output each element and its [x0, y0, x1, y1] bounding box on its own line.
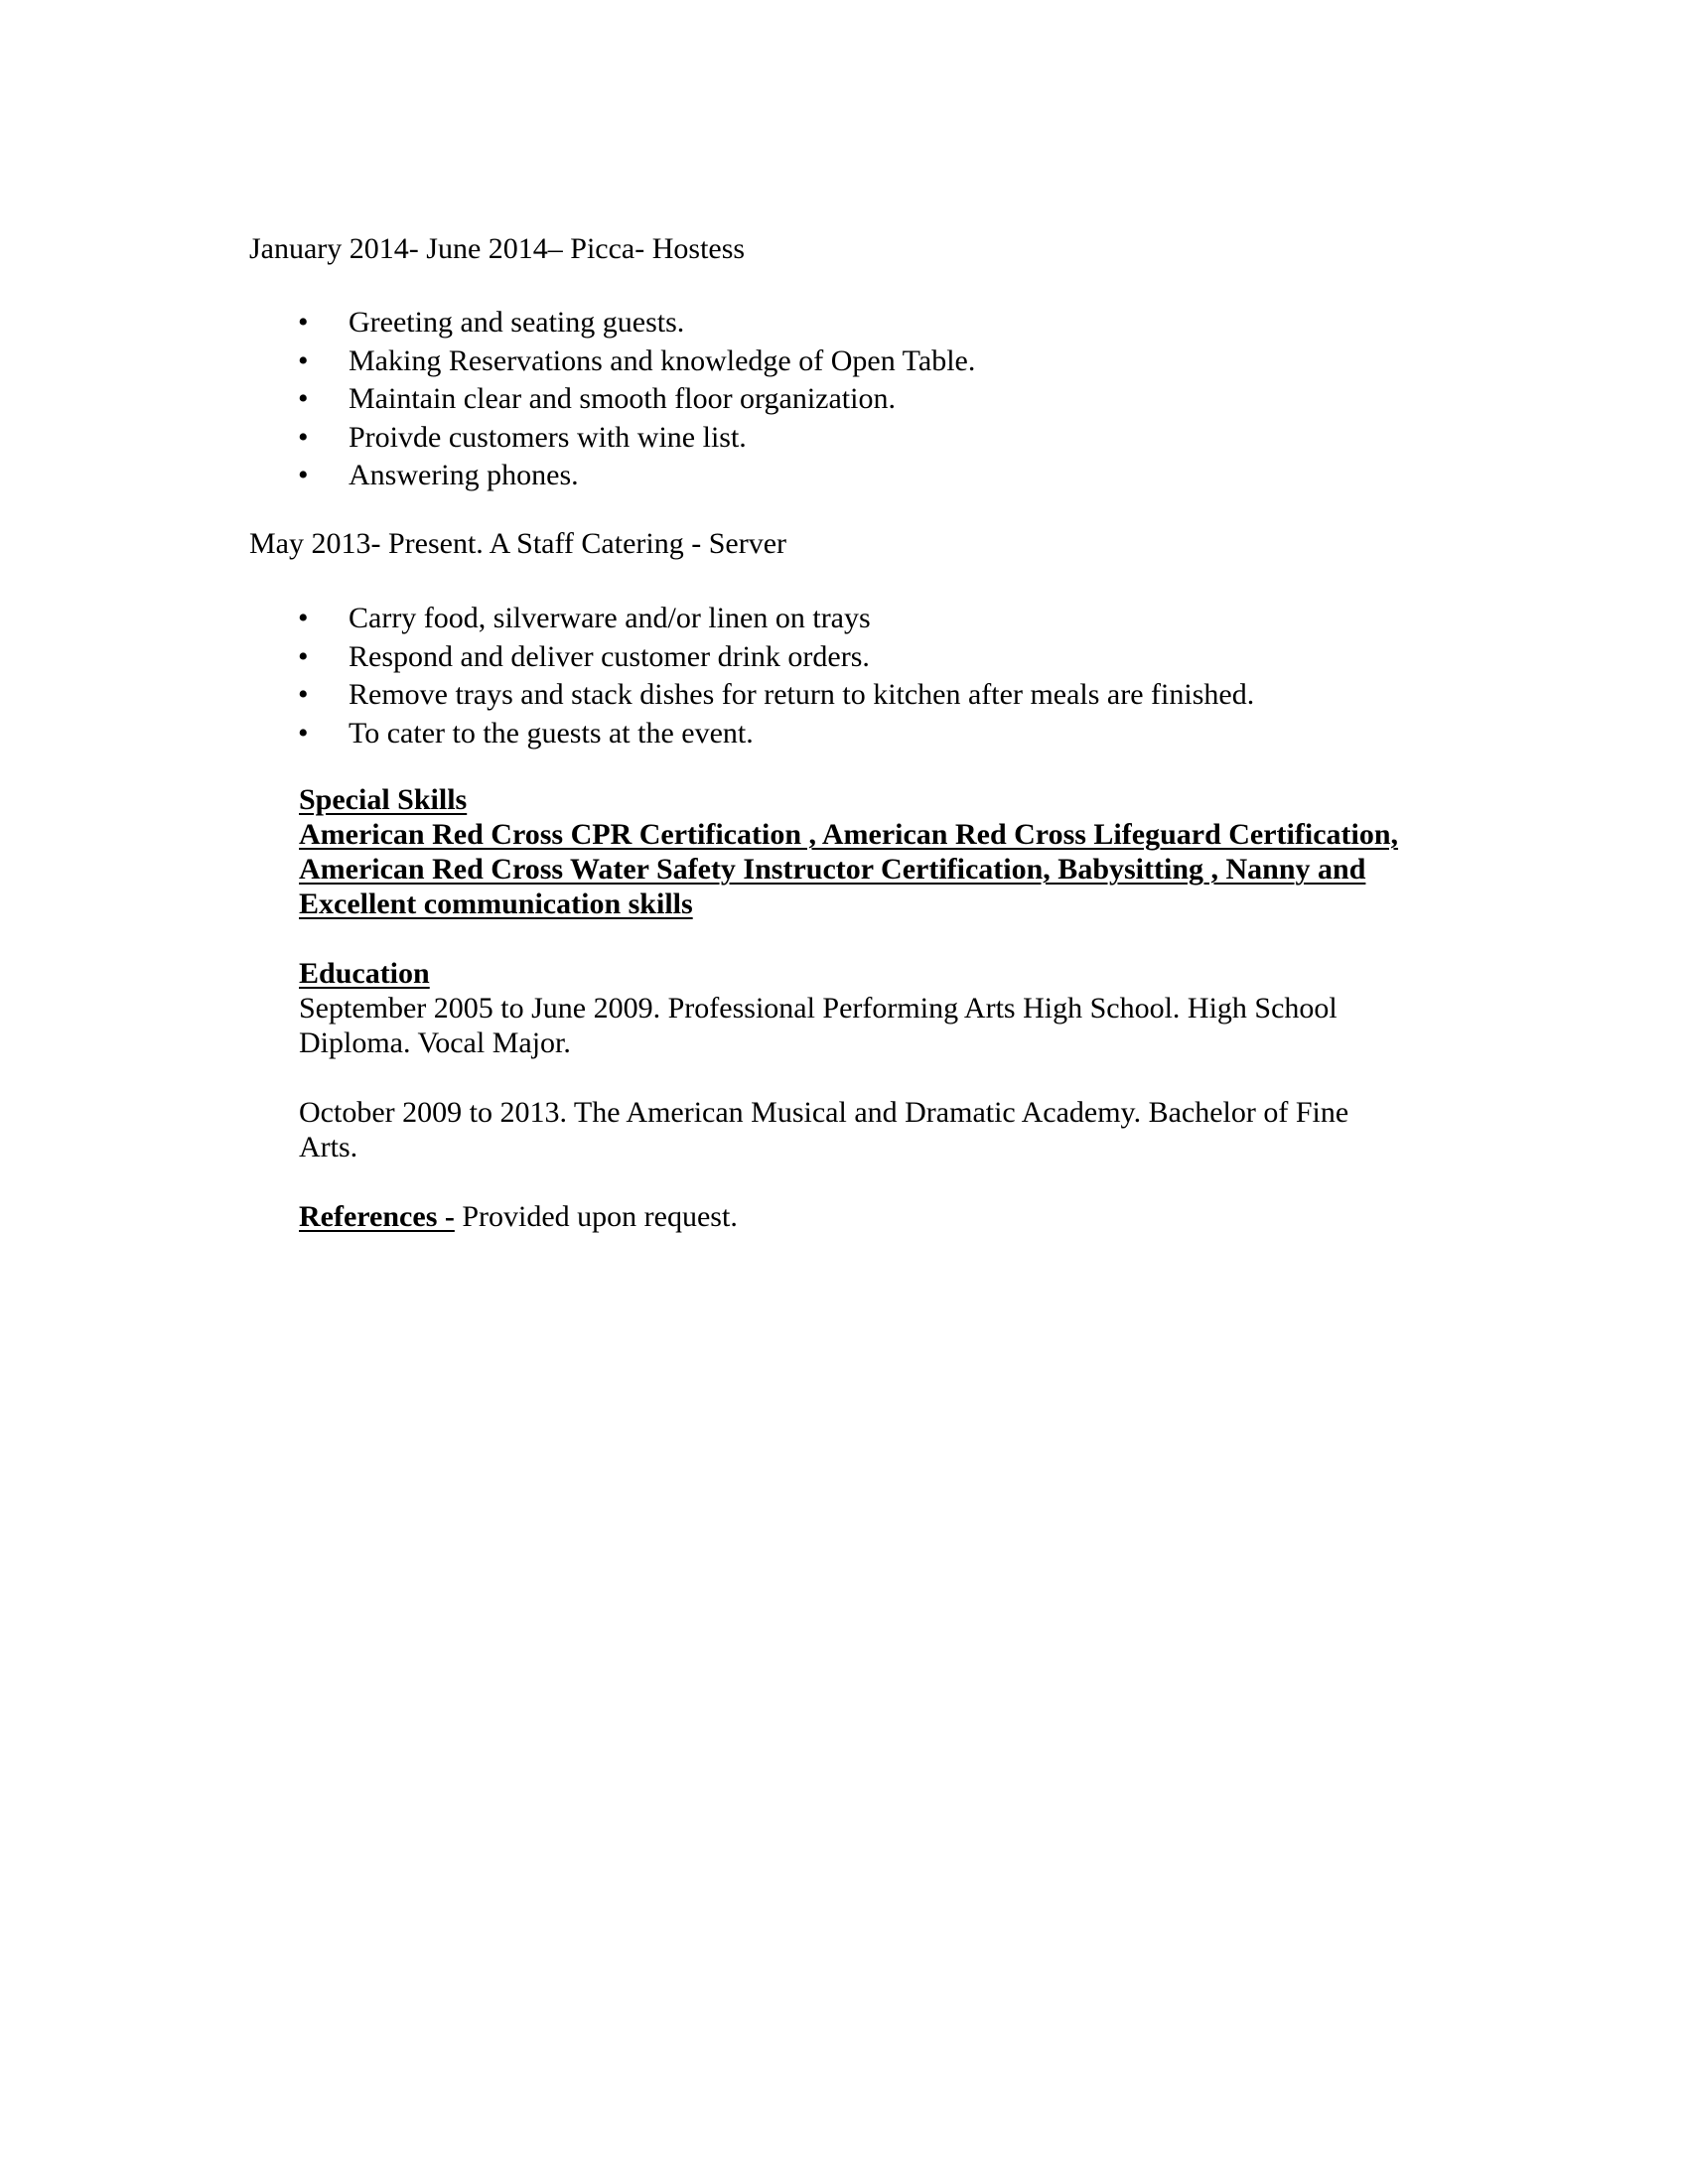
list-item: • To cater to the guests at the event. [298, 715, 1254, 753]
list-item: • Making Reservations and knowledge of Open Table. [298, 342, 975, 381]
special-skills-heading: Special Skills [299, 783, 468, 816]
special-skills-line: American Red Cross CPR Certification , American Red Cross Lifeguard Certification, [299, 818, 1399, 851]
special-skills-line: Excellent communication skills [299, 887, 693, 920]
job-duties-list-hostess [298, 304, 975, 495]
special-skills-line: American Red Cross Water Safety Instructor Certification, Babysitting , Nanny and [299, 853, 1366, 886]
education-entry [299, 1095, 1431, 1164]
education-entry-line: September 2005 to June 2009. Professional Performing Arts High School. High School [299, 992, 1337, 1024]
list-item: • Respond and deliver customer drink orders. [298, 638, 1254, 677]
references-text: Provided upon request. [454, 1200, 738, 1233]
education-section [299, 956, 1431, 1164]
list-item: • Carry food, silverware and/or linen on trays [298, 600, 1254, 638]
references-section [299, 1199, 1431, 1234]
education-entry-line: Diploma. Vocal Major. [299, 1026, 571, 1059]
references-heading: References - [299, 1200, 455, 1233]
special-skills-section [299, 782, 1431, 921]
education-heading: Education [299, 957, 430, 990]
education-entry-line: Arts. [299, 1131, 358, 1163]
education-entry-line: October 2009 to 2013. The American Musical and Dramatic Academy. Bachelor of Fine [299, 1096, 1349, 1129]
list-item: • Answering phones. [298, 457, 975, 495]
job-duties-list-server [298, 600, 1254, 752]
list-item: • Proivde customers with wine list. [298, 419, 975, 458]
list-item: • Maintain clear and smooth floor organization. [298, 380, 975, 419]
education-entry [299, 991, 1431, 1060]
list-item: • Remove trays and stack dishes for return to kitchen after meals are finished. [298, 676, 1254, 715]
job-header-hostess: January 2014- June 2014– Picca- Hostess [249, 232, 746, 265]
job-header-server: May 2013- Present. A Staff Catering - Server [249, 527, 787, 560]
list-item: • Greeting and seating guests. [298, 304, 975, 342]
